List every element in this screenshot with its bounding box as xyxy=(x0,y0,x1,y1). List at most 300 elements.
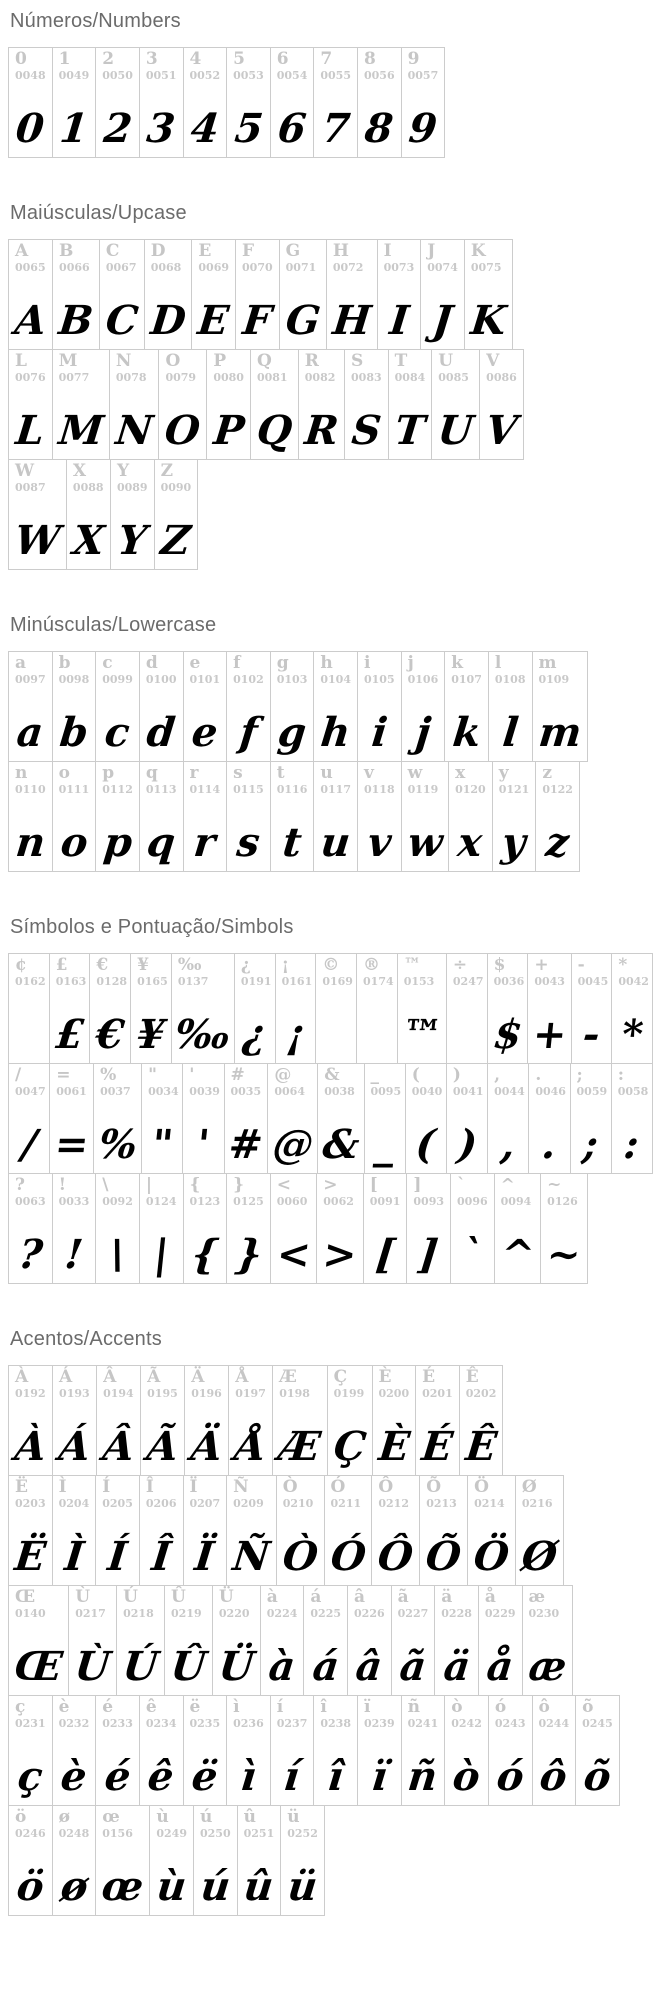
glyph-preview-area xyxy=(277,81,308,157)
glyph-preview-area xyxy=(117,493,148,569)
glyph-preview: Ô xyxy=(375,1533,416,1580)
glyph-cell-label xyxy=(277,652,308,685)
glyph-preview: Ò xyxy=(280,1533,321,1580)
glyph-cell xyxy=(344,349,389,460)
glyph-cell xyxy=(8,1475,53,1586)
glyph-cell-label xyxy=(242,240,273,273)
glyph-cell xyxy=(448,761,493,872)
glyph-cell xyxy=(139,47,184,158)
glyph-preview: s xyxy=(234,819,263,866)
glyph-character-label: u xyxy=(320,763,333,783)
glyph-unicode-code: 0156 xyxy=(102,1826,133,1840)
glyph-cell xyxy=(575,1695,620,1806)
glyph-cell-label xyxy=(324,1064,357,1097)
glyph-preview: u xyxy=(318,819,353,866)
glyph-preview-area xyxy=(485,1619,516,1695)
glyph-preview: h xyxy=(318,709,353,756)
glyph-preview-area xyxy=(102,1509,133,1585)
glyph-character-label: X xyxy=(72,461,87,481)
glyph-preview: t xyxy=(280,819,304,866)
glyph-unicode-code: 0061 xyxy=(56,1084,87,1098)
glyph-unicode-code: 0045 xyxy=(577,974,609,988)
glyph-preview: c xyxy=(102,709,133,756)
glyph-cell-label xyxy=(384,240,415,273)
glyph-character-label: ñ xyxy=(407,1697,420,1717)
glyph-unicode-code: 0044 xyxy=(494,1084,525,1098)
glyph-cell-label xyxy=(576,1064,608,1098)
glyph-cell xyxy=(540,1173,588,1284)
glyph-cell-label xyxy=(96,954,128,988)
glyph-cell xyxy=(183,47,228,158)
glyph-cell-label xyxy=(233,1476,270,1509)
glyph-preview-area xyxy=(413,1207,444,1283)
glyph-character-label: % xyxy=(100,1065,117,1085)
glyph-cell-label xyxy=(73,460,104,493)
glyph-preview-area xyxy=(494,1097,522,1173)
glyph-cell-label xyxy=(59,48,90,81)
glyph-preview: ] xyxy=(416,1231,441,1278)
glyph-cell-label xyxy=(370,1174,401,1207)
glyph-unicode-code: 0248 xyxy=(58,1826,90,1840)
glyph-character-label: ' xyxy=(189,1065,195,1085)
glyph-cell-label xyxy=(466,1366,497,1399)
glyph-cell-label xyxy=(59,1476,90,1509)
glyph-character-label: V xyxy=(486,351,500,371)
glyph-cell-label xyxy=(277,1174,311,1207)
glyph-cell-label xyxy=(15,240,46,273)
glyph-cell xyxy=(357,761,402,872)
glyph-character-label: n xyxy=(15,763,28,783)
glyph-preview: - xyxy=(580,1011,603,1058)
glyph-character-label: Ö xyxy=(474,1477,489,1497)
glyph-cell xyxy=(52,349,110,460)
glyph-preview: ; xyxy=(580,1121,601,1168)
glyph-cell-label xyxy=(102,1476,133,1509)
glyph-cell-label xyxy=(438,350,473,383)
glyph-unicode-code: 0033 xyxy=(58,1194,90,1208)
glyph-character-label: Z xyxy=(160,461,174,481)
glyph-cell-label xyxy=(333,240,371,273)
glyph-preview-area xyxy=(544,1207,584,1283)
section-title: Acentos/Accents xyxy=(10,1328,162,1350)
glyph-unicode-code: 0093 xyxy=(413,1194,445,1208)
glyph-preview: œ xyxy=(99,1863,146,1910)
glyph-cell-label xyxy=(233,1696,264,1729)
glyph-unicode-code: 0102 xyxy=(233,672,264,686)
glyph-cell-label xyxy=(15,1586,62,1619)
glyph-cell-label xyxy=(320,652,351,685)
glyph-unicode-code: 0106 xyxy=(407,672,439,686)
glyph-preview-area xyxy=(441,1619,472,1695)
glyph-character-label: ê xyxy=(145,1697,157,1717)
glyph-row xyxy=(8,239,653,350)
glyph-unicode-code: 0194 xyxy=(103,1386,134,1400)
glyph-cell xyxy=(280,1805,325,1916)
glyph-cell xyxy=(49,1063,94,1174)
glyph-preview-area xyxy=(320,685,351,761)
glyph-cell xyxy=(270,651,315,762)
glyph-preview-area xyxy=(364,685,395,761)
glyph-cell-label xyxy=(190,1476,221,1509)
glyph-cell-label xyxy=(441,1586,472,1619)
glyph-preview-area xyxy=(52,1097,91,1173)
glyph-unicode-code: 0153 xyxy=(403,974,435,988)
glyph-cell-label xyxy=(15,954,46,988)
glyph-cell xyxy=(183,761,228,872)
glyph-preview-area xyxy=(12,1399,49,1475)
glyph-character-label: æ xyxy=(528,1587,546,1607)
glyph-preview-area xyxy=(146,81,177,157)
glyph-unicode-code: 0065 xyxy=(15,260,46,274)
glyph-cell-label xyxy=(171,1586,206,1619)
glyph-preview-area xyxy=(15,1729,46,1805)
glyph-cell xyxy=(494,1173,542,1284)
glyph-cell-label xyxy=(15,1064,46,1098)
glyph-preview-area xyxy=(172,987,234,1063)
glyph-cell-label xyxy=(59,1696,90,1729)
glyph-cell xyxy=(8,1695,53,1806)
glyph-unicode-code: 0098 xyxy=(58,672,90,686)
section-accents xyxy=(8,1328,653,1916)
glyph-preview-area xyxy=(419,1399,456,1475)
glyph-cell xyxy=(141,1063,183,1174)
glyph-character-label: à xyxy=(266,1587,278,1607)
glyph-preview: Æ xyxy=(276,1423,324,1470)
glyph-preview: b xyxy=(57,709,91,756)
glyph-preview-area xyxy=(468,273,509,349)
glyph-cell xyxy=(357,1695,402,1806)
glyph-preview: g xyxy=(275,709,309,756)
glyph-cell-label xyxy=(331,1476,366,1509)
glyph-cell-label xyxy=(452,1064,484,1098)
glyph-unicode-code: 0234 xyxy=(145,1716,177,1730)
glyph-cell xyxy=(401,47,446,158)
glyph-preview-area xyxy=(370,1207,401,1283)
glyph-cell xyxy=(8,953,50,1064)
glyph-preview: À xyxy=(12,1423,49,1470)
glyph-preview-area xyxy=(491,987,524,1063)
glyph-preview: ‰ xyxy=(172,1011,234,1058)
glyph-cell-label xyxy=(146,1476,177,1509)
glyph-character-label: ü xyxy=(287,1807,300,1827)
glyph-cell xyxy=(357,47,402,158)
glyph-preview-area xyxy=(233,685,264,761)
glyph-cell-label xyxy=(161,460,192,493)
glyph-unicode-code: 0220 xyxy=(218,1606,250,1620)
glyph-preview-area xyxy=(15,1839,46,1915)
glyph-cell xyxy=(528,1063,570,1174)
glyph-character-label: f xyxy=(233,653,241,673)
glyph-preview: . xyxy=(540,1121,559,1168)
glyph-cell-label xyxy=(395,350,426,383)
glyph-character-label: e xyxy=(189,653,201,673)
section-title: Números/Numbers xyxy=(10,10,181,32)
glyph-cell xyxy=(184,1365,229,1476)
glyph-preview-area xyxy=(354,1619,385,1695)
glyph-grid xyxy=(8,1365,653,1916)
glyph-unicode-code: 0034 xyxy=(148,1084,179,1098)
glyph-unicode-code: 0084 xyxy=(394,370,426,384)
glyph-preview-area xyxy=(99,1839,146,1915)
glyph-cell xyxy=(8,239,53,350)
glyph-cell-label xyxy=(267,1586,298,1619)
glyph-character-label: û xyxy=(243,1807,256,1827)
glyph-character-label: # xyxy=(230,1065,245,1085)
glyph-preview-area xyxy=(12,273,49,349)
glyph-character-label: € xyxy=(96,955,109,975)
glyph-cell-label xyxy=(582,1696,613,1729)
glyph-cell xyxy=(183,1173,228,1284)
glyph-cell-label xyxy=(178,954,228,987)
glyph-unicode-code: 0231 xyxy=(15,1716,46,1730)
glyph-preview-area xyxy=(15,685,46,761)
glyph-character-label: M xyxy=(58,351,78,371)
glyph-character-label: & xyxy=(324,1065,340,1085)
glyph-cell xyxy=(235,239,280,350)
glyph-cell xyxy=(279,239,327,350)
glyph-unicode-code: 0077 xyxy=(58,370,90,384)
glyph-cell xyxy=(313,761,358,872)
glyph-unicode-code: 0197 xyxy=(235,1386,266,1400)
glyph-preview-area xyxy=(72,1619,113,1695)
glyph-preview: i xyxy=(369,709,390,756)
glyph-character-label: j xyxy=(407,653,414,673)
glyph-preview: C xyxy=(103,297,141,344)
glyph-preview-area xyxy=(70,493,107,569)
glyph-character-label: w xyxy=(407,763,423,783)
glyph-cell xyxy=(206,349,251,460)
glyph-cell-label xyxy=(413,1174,444,1207)
glyph-cell xyxy=(488,1695,533,1806)
glyph-preview: Ú xyxy=(120,1643,161,1690)
glyph-unicode-code: 0088 xyxy=(72,480,104,494)
glyph-character-label: Æ xyxy=(279,1367,297,1387)
glyph-cell-label xyxy=(15,1696,46,1729)
glyph-unicode-code: 0118 xyxy=(364,782,395,796)
glyph-preview: l xyxy=(500,709,521,756)
glyph-preview: _ xyxy=(372,1121,398,1168)
glyph-preview: Ã xyxy=(144,1423,181,1470)
glyph-unicode-code: 0068 xyxy=(150,260,182,274)
glyph-cell xyxy=(226,761,271,872)
glyph-cell xyxy=(487,953,529,1064)
glyph-character-label: x xyxy=(455,763,466,783)
glyph-unicode-code: 0137 xyxy=(177,974,209,988)
glyph-character-label: D xyxy=(150,241,166,261)
glyph-preview-area xyxy=(12,1619,65,1695)
glyph-preview: G xyxy=(283,297,323,344)
glyph-cell-label xyxy=(287,1806,318,1839)
glyph-preview: # xyxy=(226,1121,266,1168)
glyph-cell-label xyxy=(200,1806,231,1839)
glyph-character-label: ® xyxy=(363,955,381,975)
glyph-preview-area xyxy=(277,795,308,871)
glyph-cell-label xyxy=(59,240,93,273)
glyph-preview: Û xyxy=(168,1643,209,1690)
glyph-character-label: î xyxy=(320,1697,327,1717)
glyph-unicode-code: 0214 xyxy=(474,1496,505,1510)
glyph-preview-area xyxy=(408,685,439,761)
glyph-character-label: l xyxy=(494,653,502,673)
glyph-preview-area xyxy=(453,1097,481,1173)
glyph-preview: T xyxy=(392,407,428,454)
glyph-cell xyxy=(8,761,53,872)
glyph-cell-label xyxy=(189,1064,220,1098)
glyph-preview-area xyxy=(148,273,188,349)
glyph-preview: & xyxy=(320,1121,362,1168)
glyph-cell xyxy=(326,239,378,350)
glyph-character-label: ä xyxy=(441,1587,453,1607)
glyph-cell-label xyxy=(398,1586,429,1619)
glyph-unicode-code: 0200 xyxy=(378,1386,410,1400)
glyph-character-label: W xyxy=(15,461,35,481)
glyph-unicode-code: 0107 xyxy=(451,672,482,686)
glyph-character-label: 2 xyxy=(102,49,115,69)
glyph-cell xyxy=(149,1805,194,1916)
glyph-preview: ï xyxy=(369,1753,390,1800)
glyph-preview: ö xyxy=(14,1863,47,1910)
glyph-row xyxy=(8,651,653,762)
glyph-character-label: ] xyxy=(413,1175,422,1195)
glyph-character-label: ô xyxy=(538,1697,550,1717)
glyph-preview: a xyxy=(14,709,46,756)
glyph-preview: v xyxy=(365,819,394,866)
glyph-cell-label xyxy=(59,350,103,383)
glyph-preview-area xyxy=(398,1619,429,1695)
glyph-preview-area xyxy=(102,81,133,157)
glyph-cell-label xyxy=(240,954,272,988)
glyph-character-label: ` xyxy=(457,1175,466,1195)
glyph-cell-label xyxy=(354,1586,385,1619)
glyph-character-label: ¢ xyxy=(15,955,27,975)
glyph-unicode-code: 0053 xyxy=(233,68,264,82)
glyph-preview: ) xyxy=(455,1121,479,1168)
glyph-row xyxy=(8,1365,653,1476)
glyph-character-label: Ò xyxy=(282,1477,298,1497)
glyph-preview: í xyxy=(282,1753,303,1800)
glyph-preview: Ü xyxy=(216,1643,257,1690)
glyph-cell-label xyxy=(15,350,46,383)
glyph-preview: y xyxy=(499,819,529,866)
glyph-unicode-code: 0217 xyxy=(75,1606,106,1620)
glyph-preview-area xyxy=(190,81,221,157)
glyph-unicode-code: 0119 xyxy=(407,782,439,796)
glyph-cell xyxy=(446,953,488,1064)
glyph-preview-area xyxy=(618,1097,646,1173)
glyph-cell xyxy=(347,1585,392,1696)
glyph-unicode-code: 0113 xyxy=(145,782,177,796)
glyph-character-label: ™ xyxy=(403,955,421,975)
glyph-cell-label xyxy=(15,1476,46,1509)
glyph-cell-label xyxy=(334,1366,366,1399)
glyph-cell xyxy=(377,239,422,350)
glyph-cell xyxy=(139,1695,184,1806)
glyph-unicode-code: 0114 xyxy=(189,782,221,796)
glyph-unicode-code: 0079 xyxy=(165,370,197,384)
glyph-character-label: Â xyxy=(103,1367,117,1387)
glyph-preview-area xyxy=(12,493,63,569)
glyph-preview-area xyxy=(15,1097,43,1173)
glyph-character-label: £ xyxy=(55,955,68,975)
glyph-cell xyxy=(226,1475,277,1586)
glyph-unicode-code: 0108 xyxy=(494,672,526,686)
glyph-unicode-code: 0111 xyxy=(58,782,90,796)
glyph-cell-label xyxy=(75,1586,110,1619)
glyph-cell-label xyxy=(499,762,530,795)
glyph-unicode-code: 0073 xyxy=(383,260,415,274)
glyph-preview: d xyxy=(144,709,178,756)
glyph-preview-area xyxy=(363,987,391,1063)
glyph-cell-label xyxy=(106,240,138,273)
glyph-cell xyxy=(8,651,53,762)
glyph-preview: ñ xyxy=(405,1753,441,1800)
glyph-unicode-code: 0242 xyxy=(451,1716,482,1730)
glyph-unicode-code: 0227 xyxy=(397,1606,429,1620)
glyph-unicode-code: 0192 xyxy=(15,1386,46,1400)
glyph-unicode-code: 0165 xyxy=(137,974,168,988)
glyph-preview-area xyxy=(320,1729,351,1805)
glyph-character-label: @ xyxy=(274,1065,292,1085)
glyph-cell-label xyxy=(494,1064,525,1098)
glyph-cell xyxy=(8,47,53,158)
glyph-unicode-code: 0245 xyxy=(582,1716,613,1730)
glyph-character-label: ã xyxy=(397,1587,409,1607)
glyph-preview-area xyxy=(320,1207,360,1283)
glyph-preview-area xyxy=(59,1839,90,1915)
glyph-preview: ? xyxy=(16,1231,45,1278)
glyph-unicode-code: 0219 xyxy=(171,1606,202,1620)
glyph-preview-area xyxy=(146,1207,177,1283)
glyph-character-label: _ xyxy=(370,1065,379,1085)
glyph-preview-area xyxy=(364,81,395,157)
glyph-cell-label xyxy=(457,1174,488,1207)
glyph-character-label: J xyxy=(427,241,436,261)
glyph-unicode-code: 0076 xyxy=(15,370,46,384)
glyph-cell xyxy=(226,47,271,158)
glyph-cell-label xyxy=(404,954,440,987)
glyph-character-label: - xyxy=(577,955,585,975)
glyph-preview: $ xyxy=(491,1011,524,1058)
glyph-character-label: v xyxy=(364,763,374,783)
glyph-cell xyxy=(267,1063,318,1174)
glyph-preview-area xyxy=(483,383,520,459)
glyph-unicode-code: 0213 xyxy=(426,1496,457,1510)
glyph-row xyxy=(8,349,653,460)
glyph-character-label: + xyxy=(534,955,549,975)
glyph-preview-area xyxy=(282,987,310,1063)
glyph-preview: V xyxy=(483,407,520,454)
glyph-cell-label xyxy=(235,1366,266,1399)
glyph-character-label: Ñ xyxy=(233,1477,249,1497)
glyph-character-label: Í xyxy=(102,1477,111,1497)
glyph-preview-area xyxy=(56,273,96,349)
glyph-cell-label xyxy=(320,762,351,795)
glyph-character-label: Á xyxy=(59,1367,73,1387)
glyph-character-label: g xyxy=(276,653,289,673)
glyph-unicode-code: 0060 xyxy=(276,1194,308,1208)
glyph-preview-area xyxy=(12,1509,49,1585)
glyph-unicode-code: 0054 xyxy=(276,68,308,82)
glyph-unicode-code: 0100 xyxy=(145,672,177,686)
glyph-cell-label xyxy=(15,1174,46,1207)
glyph-preview-area xyxy=(457,1207,488,1283)
glyph-preview: â xyxy=(353,1643,385,1690)
glyph-unicode-code: 0095 xyxy=(370,1084,402,1098)
glyph-cell xyxy=(260,1585,305,1696)
glyph-character-label: Œ xyxy=(15,1587,36,1607)
glyph-preview: n xyxy=(13,819,48,866)
glyph-unicode-code: 0052 xyxy=(189,68,221,82)
